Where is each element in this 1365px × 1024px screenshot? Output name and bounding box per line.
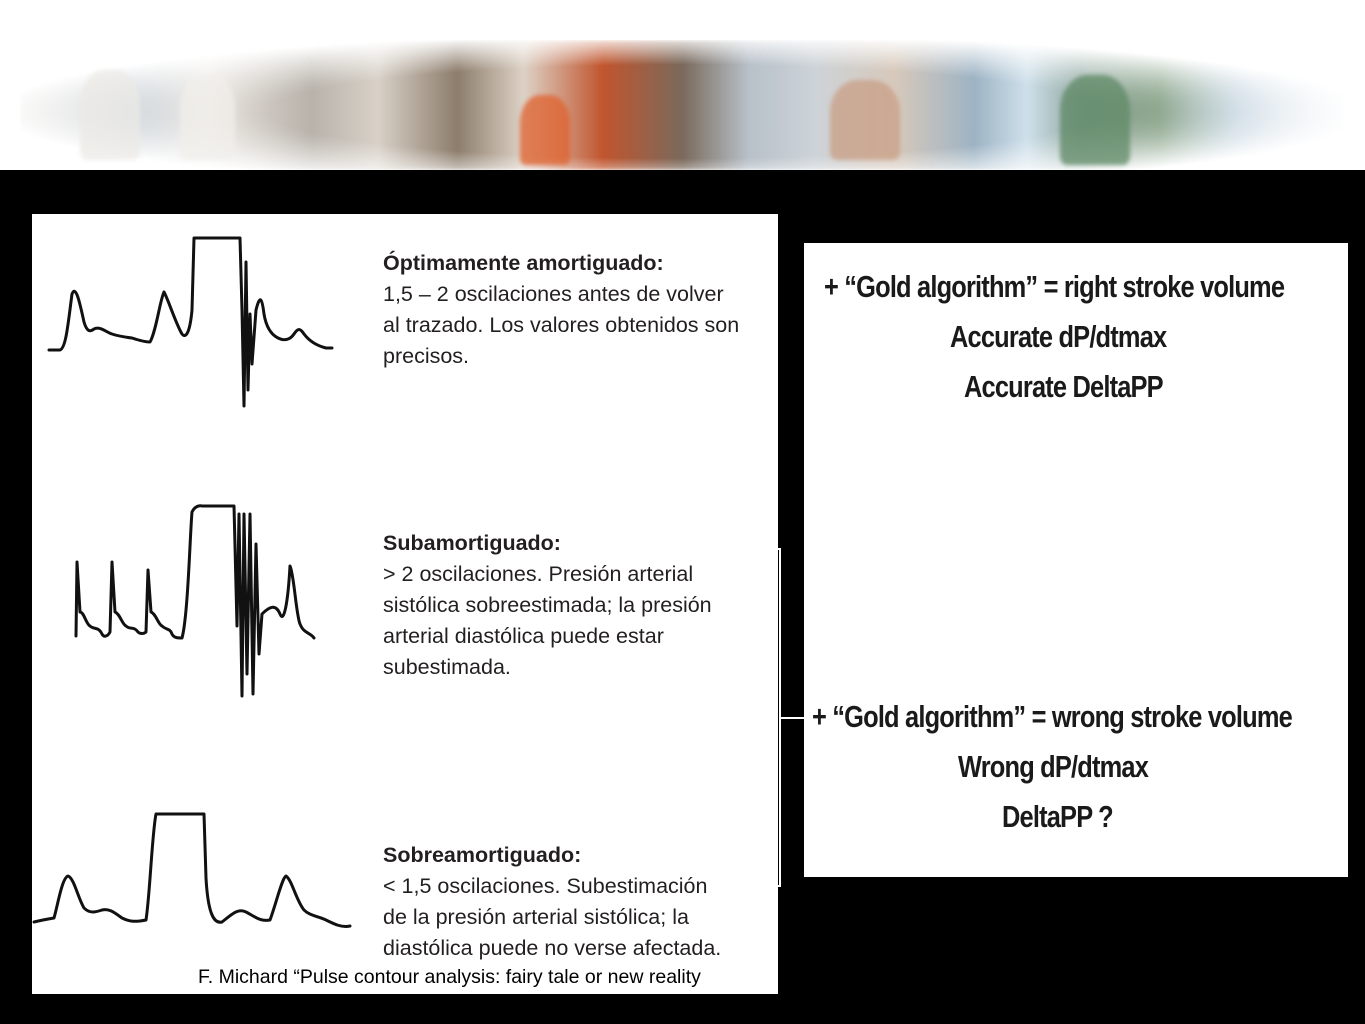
patient-bed-photo <box>830 80 900 160</box>
ambulance-samu-photo <box>520 95 570 165</box>
optimal-damping-waveform <box>49 238 332 406</box>
overdamped-waveform <box>34 814 350 927</box>
underdamped-title: Subamortiguado: <box>383 531 561 555</box>
optimal-damping-body: 1,5 – 2 oscilaciones antes de volver al trazado. Los valores obtenidos son precisos. <box>383 282 740 368</box>
optimal-damping-description <box>383 248 739 372</box>
overdamped-body: < 1,5 oscilaciones. Subestimación de la presión arterial sistólica; la diastólica puede no verse afectada. <box>383 874 722 960</box>
underdamped-waveform <box>76 506 314 696</box>
overdamped-title: Sobreamortiguado: <box>383 843 582 867</box>
overdamped-description <box>383 840 721 964</box>
gold-wrong-line1: + “Gold algorithm” = wrong stroke volume <box>812 699 1292 734</box>
gold-correct-line2: Accurate dP/dtmax <box>950 319 1167 354</box>
citation-text: F. Michard “Pulse contour analysis: fairy tale or new reality <box>198 966 701 988</box>
gold-correct-line1: + “Gold algorithm” = right stroke volume <box>824 269 1285 304</box>
algorithm-panel <box>804 243 1348 877</box>
gold-wrong-line3: DeltaPP ? <box>1002 799 1113 834</box>
underdamped-body: > 2 oscilaciones. Presión arterial sistólica sobreestimada; la presión arterial diastólica puede estar subestimada. <box>383 562 712 679</box>
optimal-damping-title: Óptimamente amortiguado: <box>383 251 664 275</box>
paramedics-photo <box>80 70 140 160</box>
surgery-team-photo <box>1060 75 1130 165</box>
underdamped-description <box>383 528 712 683</box>
gold-wrong-line2: Wrong dP/dtmax <box>958 749 1149 784</box>
header-photo-banner <box>0 0 1365 170</box>
gold-correct-line3: Accurate DeltaPP <box>964 369 1163 404</box>
paramedic-figure <box>180 75 235 160</box>
damping-panel <box>32 214 778 994</box>
